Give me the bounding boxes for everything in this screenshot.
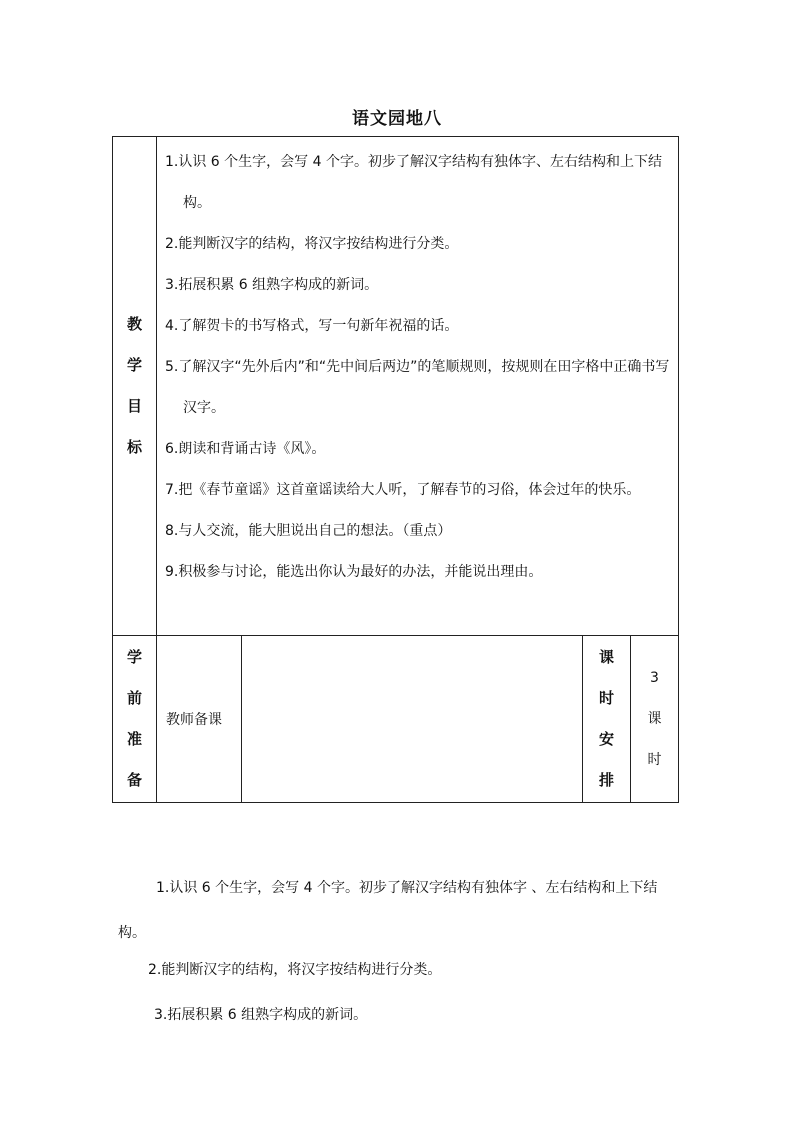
- header-char: 安: [598, 730, 614, 748]
- teaching-goals-header: [113, 137, 157, 636]
- goal-item: 2.能判断汉字的结构，将汉字按结构进行分类。: [165, 236, 459, 252]
- body-paragraph: 2.能判断汉字的结构，将汉字按结构进行分类。: [148, 962, 442, 978]
- goal-item: 8.与人交流，能大胆说出自己的想法。（重点）: [165, 523, 452, 539]
- preparation-row: [113, 636, 679, 803]
- schedule-hours: [631, 636, 679, 803]
- header-char: 时: [598, 689, 614, 707]
- goal-item: 5.了解汉字“先外后内”和“先中间后两边”的笔顺规则，按规则在田字格中正确书写汉字。: [165, 359, 670, 416]
- header-char: 学: [126, 648, 142, 666]
- preparation-header: [113, 636, 157, 803]
- hours-unit-char: 课: [647, 710, 662, 727]
- header-char: 课: [598, 648, 614, 666]
- body-paragraph: 1.认识 6 个生字，会写 4 个字。初步了解汉字结构有独体字 、左右结构和上下结构。: [118, 880, 658, 941]
- preparation-label: 教师备课: [157, 636, 242, 803]
- teaching-goals-row: [113, 137, 679, 636]
- goal-item: 9.积极参与讨论，能选出你认为最好的办法，并能说出理由。: [165, 564, 543, 580]
- preparation-content: [242, 636, 583, 803]
- lesson-plan-table: [112, 136, 679, 803]
- goal-item: 6.朗读和背诵古诗《风》。: [165, 441, 326, 457]
- goal-item: 1.认识 6 个生字，会写 4 个字。初步了解汉字结构有独体字、左右结构和上下结构。: [165, 154, 662, 211]
- header-char: 标: [126, 438, 142, 456]
- page-title: 语文园地八: [352, 109, 442, 129]
- goal-item: 4.了解贺卡的书写格式，写一句新年祝福的话。: [165, 318, 459, 334]
- schedule-header: [583, 636, 631, 803]
- goal-item: 7.把《春节童谣》这首童谣读给大人听，了解春节的习俗，体会过年的快乐。: [165, 482, 641, 498]
- header-char: 学: [126, 356, 142, 374]
- header-char: 准: [126, 730, 142, 748]
- body-paragraph: 3.拓展积累 6 组熟字构成的新词。: [154, 1007, 368, 1023]
- header-char: 前: [126, 689, 142, 707]
- header-char: 教: [126, 315, 142, 333]
- header-char: 备: [126, 771, 142, 789]
- goal-item: 3.拓展积累 6 组熟字构成的新词。: [165, 277, 379, 293]
- hours-unit-char: 时: [647, 751, 662, 768]
- header-char: 目: [126, 397, 142, 415]
- hours-number: 3: [650, 669, 659, 686]
- teaching-goals-list: [157, 137, 679, 636]
- header-char: 排: [598, 771, 614, 789]
